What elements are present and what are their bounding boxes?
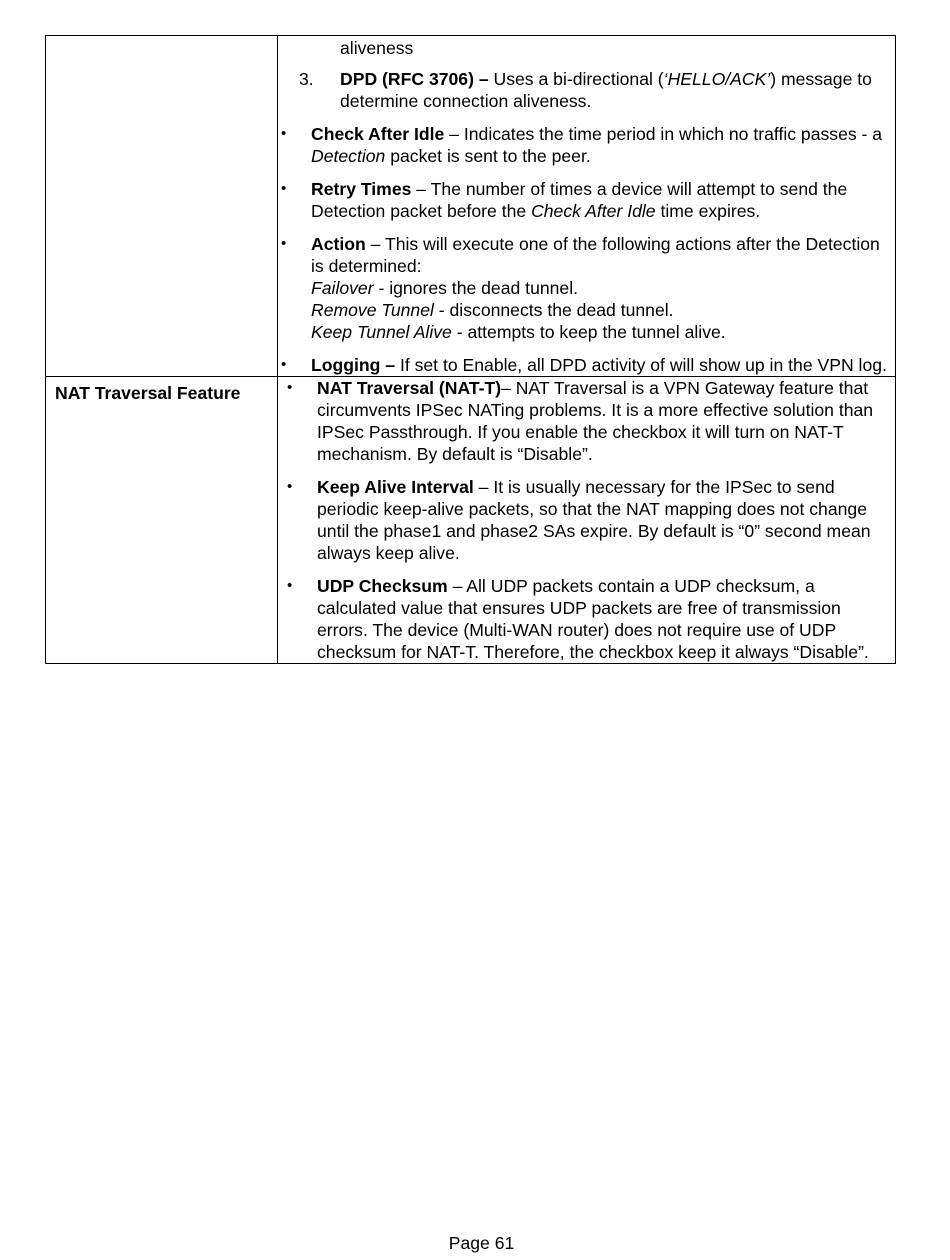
item-title: Check After Idle — [311, 124, 445, 144]
item-title: Action — [311, 234, 366, 254]
table-row-nat-traversal — [46, 377, 896, 664]
bullet-item-logging: • Logging – If set to Enable, all DPD activity of will show up in the VPN log. — [281, 355, 887, 375]
bullet-item-action: • Action – This will execute one of the following actions after the Detection is determined: Failover - ignores the dead tunnel. Remove Tunnel - disconnects the dead tunnel. Keep Tunnel Alive - attempts to keep the tunnel alive. — [278, 233, 895, 343]
bullet-item-nat-t: • NAT Traversal (NAT-T)– NAT Traversal is a VPN Gateway feature that circumvents IPSec NATing problems. It is a more effective solution than IPSec Passthrough. If you enable the checkbox it will turn on NAT-T mechanism. By default is “Disable”. — [287, 378, 874, 464]
item-number: 3. — [299, 69, 314, 89]
table-row-dpd — [46, 36, 896, 377]
bullet-item-check-after-idle: • Check After Idle – Indicates the time period in which no traffic passes - a Detection packet is sent to the peer. — [281, 124, 883, 166]
bullet-item-keep-alive-interval: • Keep Alive Interval – It is usually necessary for the IPSec to send periodic keep-alive packets, so that the NAT mapping does not change until the phase1 and phase2 SAs expire. By default is “0” second mean always keep alive. — [287, 477, 871, 563]
action-option-failover: Failover - ignores the dead tunnel. — [311, 278, 579, 298]
row-label-nat-traversal: NAT Traversal Feature — [55, 383, 241, 403]
description-cell-dpd — [278, 36, 896, 377]
settings-table — [45, 35, 896, 664]
list-item-dpd-rfc: 3. DPD (RFC 3706) – Uses a bi-directional (‘HELLO/ACK’) message to determine connection aliveness. — [299, 69, 872, 111]
row-label-dpd — [46, 36, 277, 41]
page-number: Page 61 — [448, 1233, 515, 1253]
label-cell-nat — [46, 377, 278, 664]
action-option-keep-tunnel-alive: Keep Tunnel Alive - attempts to keep the tunnel alive. — [311, 322, 726, 342]
action-option-remove-tunnel: Remove Tunnel - disconnects the dead tunnel. — [311, 300, 674, 320]
item-title: Keep Alive Interval — [317, 477, 474, 497]
bullet-icon: • — [287, 478, 293, 495]
bullet-icon: • — [281, 356, 287, 373]
bullet-icon: • — [281, 125, 287, 142]
continued-text: aliveness — [340, 38, 414, 58]
bullet-item-retry-times: • Retry Times – The number of times a device will attempt to send the Detection packet before the Check After Idle time expires. — [281, 179, 848, 221]
bullet-icon: • — [287, 379, 293, 396]
item-title: DPD (RFC 3706) — [340, 69, 474, 89]
bullet-icon: • — [281, 180, 287, 197]
item-title: NAT Traversal (NAT-T) — [317, 378, 502, 398]
item-title: Logging — [311, 355, 381, 375]
bullet-icon: • — [281, 235, 287, 252]
label-cell-dpd — [46, 36, 278, 377]
bullet-item-udp-checksum: • UDP Checksum – All UDP packets contain a UDP checksum, a calculated value that ensures UDP packets are free of transmission errors. The device (Multi-WAN router) does not require use of UDP checksum for NAT-T. Therefore, the checkbox keep it always “Disable”. — [287, 576, 869, 662]
description-cell-nat — [278, 377, 896, 664]
item-title: Retry Times — [311, 179, 412, 199]
item-title: UDP Checksum — [317, 576, 448, 596]
bullet-icon: • — [287, 577, 293, 594]
